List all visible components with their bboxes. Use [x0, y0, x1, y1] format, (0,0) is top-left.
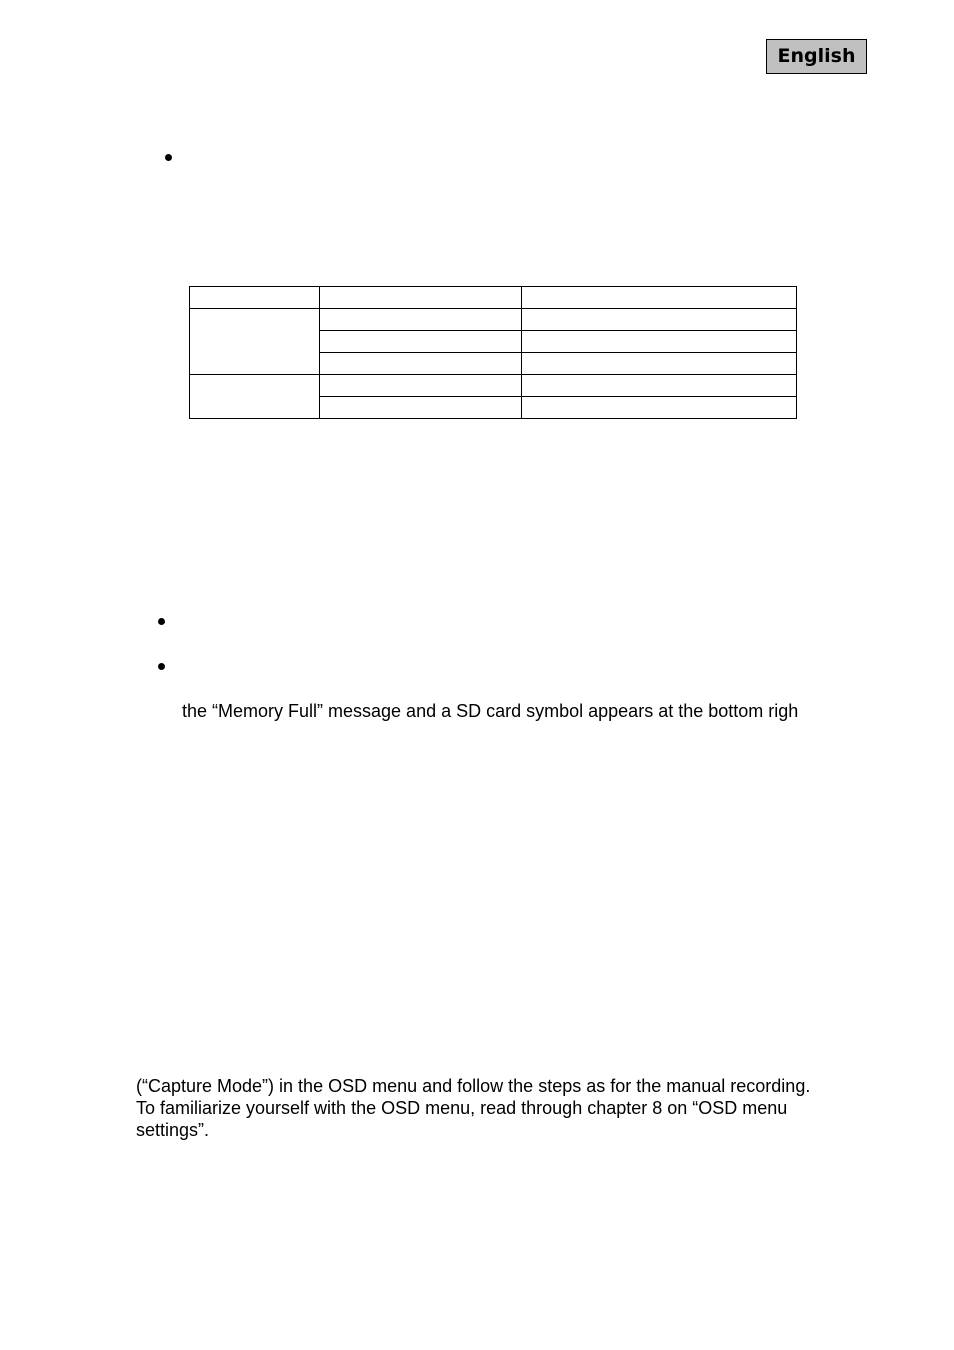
- table-cell: [320, 331, 522, 353]
- table-cell: [320, 287, 522, 309]
- language-badge: English: [766, 39, 867, 74]
- capture-mode-paragraph: [136, 1075, 876, 1141]
- bullet-point: [158, 663, 165, 670]
- table-cell: [522, 309, 797, 331]
- paragraph-line: To familiarize yourself with the OSD menu, read through chapter 8 on “OSD menu: [136, 1098, 788, 1118]
- table-row: [190, 287, 797, 309]
- table-cell: [190, 287, 320, 309]
- table-cell: [522, 287, 797, 309]
- table-cell: [522, 331, 797, 353]
- table-cell: [320, 397, 522, 419]
- bullet-point: [158, 618, 165, 625]
- table-cell: [522, 397, 797, 419]
- table-cell: [190, 309, 320, 375]
- table-cell: [320, 309, 522, 331]
- bullet-point: [165, 154, 172, 161]
- table-cell: [320, 375, 522, 397]
- table-cell: [522, 375, 797, 397]
- paragraph-line: settings”.: [136, 1120, 210, 1140]
- memory-full-text: the “Memory Full” message and a SD card symbol appears at the bottom righ: [182, 701, 799, 721]
- spec-table: [189, 286, 797, 419]
- table-row: [190, 309, 797, 331]
- table-row: [190, 375, 797, 397]
- paragraph-line: (“Capture Mode”) in the OSD menu and follow the steps as for the manual recording.: [136, 1076, 811, 1096]
- table-cell: [522, 353, 797, 375]
- table-cell: [320, 353, 522, 375]
- table-cell: [190, 375, 320, 419]
